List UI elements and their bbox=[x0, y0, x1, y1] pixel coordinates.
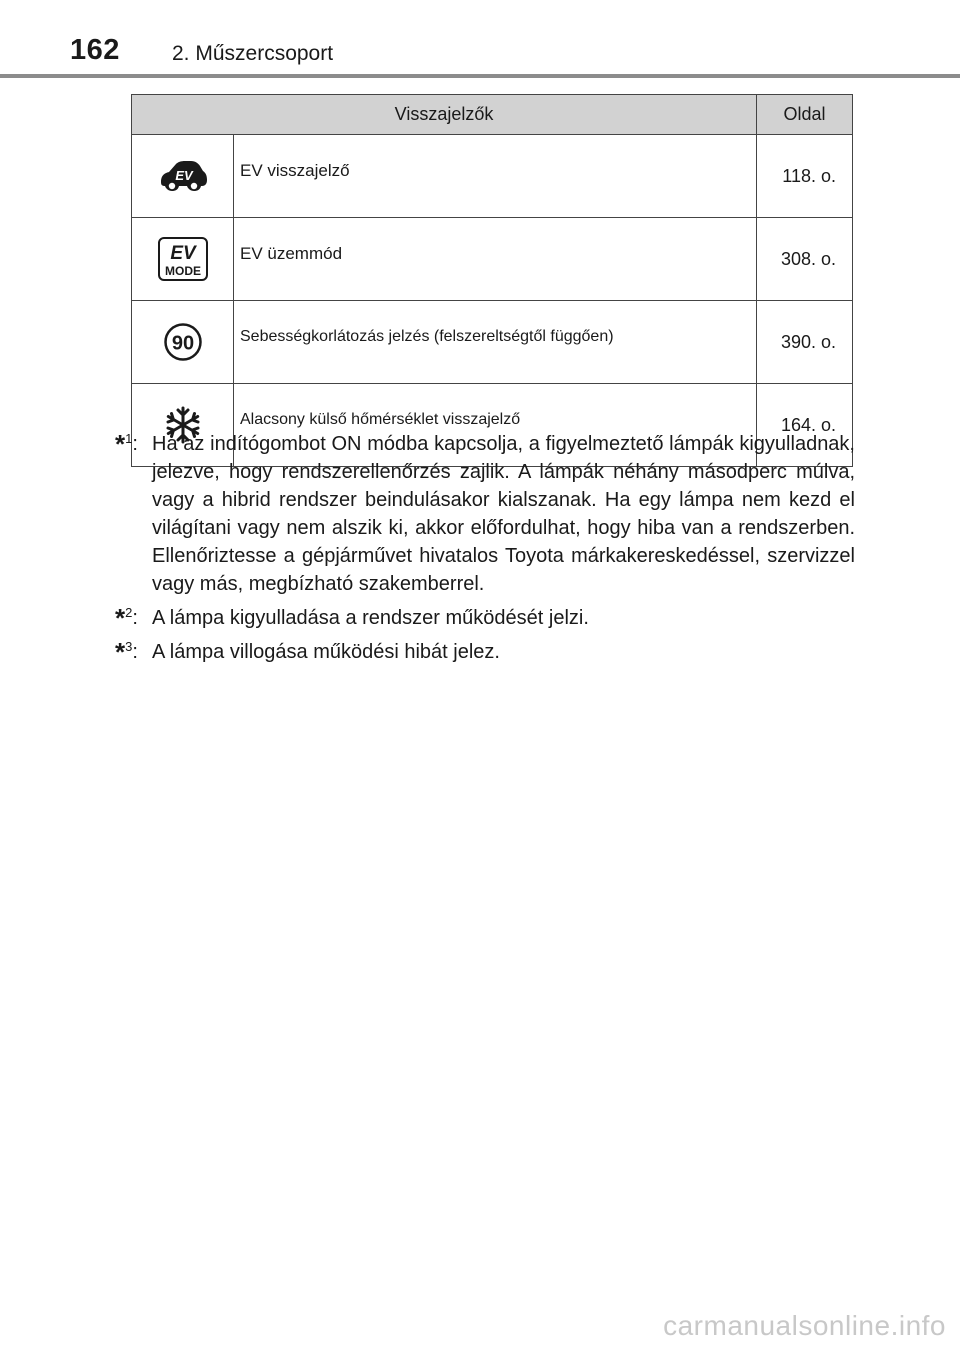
ev-mode-top-label: EV bbox=[169, 243, 196, 264]
page-reference: 390. o. bbox=[757, 301, 853, 384]
watermark: carmanualsonline.info bbox=[663, 1310, 946, 1341]
footnote-text: A lámpa kigyulladása a rendszer működését jelzi. bbox=[152, 607, 589, 629]
footnote-star: * bbox=[115, 603, 126, 633]
footnote bbox=[115, 604, 855, 632]
page-header bbox=[0, 0, 960, 80]
header-divider bbox=[0, 74, 960, 78]
icon-cell bbox=[132, 218, 234, 301]
section-title: 2. Műszercsoport bbox=[172, 42, 334, 65]
footnote-text: Ha az indítógombot ON módba kapcsolja, a figyelmeztető lámpák kigyulladnak, jelezve, hogy rendszerellenőrzés zajlik. A lámpák néhány másodperc múlva, vagy a hibrid rendszer beindulásakor kialszanak. Ha egy lámpa nem kezd el világítani vagy nem alszik ki, akkor előfordulhat, hogy hiba van a rendszerben. Ellenőriztesse a gépjárművet hivatalos Toyota márkakereskedéssel, szervizzel vagy más, megbízható szakemberrel. bbox=[152, 433, 855, 595]
speed-limit-90-icon bbox=[163, 322, 203, 362]
footnote-number: 3 bbox=[125, 639, 133, 654]
speed-limit-label: 90 bbox=[171, 332, 194, 355]
indicator-description: EV visszajelző bbox=[234, 135, 757, 218]
footnote-colon: : bbox=[132, 433, 138, 455]
column-header-page: Oldal bbox=[757, 95, 853, 135]
footnote-number: 2 bbox=[125, 605, 133, 620]
footnote bbox=[115, 638, 855, 666]
indicator-description: EV üzemmód bbox=[234, 218, 757, 301]
table-row bbox=[132, 135, 853, 218]
indicator-description: Sebességkorlátozás jelzés (felszereltségtől függően) bbox=[234, 301, 757, 384]
footnote-marker bbox=[115, 604, 138, 632]
indicator-description: Alacsony külső hőmérséklet visszajelző bbox=[234, 384, 757, 467]
page-reference: 164. o. bbox=[757, 384, 853, 467]
column-header-indicators: Visszajelzők bbox=[132, 95, 757, 135]
footnote-text: A lámpa villogása működési hibát jelez. bbox=[152, 641, 500, 663]
footnote-colon: : bbox=[132, 607, 138, 629]
ev-badge-label: EV bbox=[174, 168, 193, 183]
footnote-colon: : bbox=[132, 641, 138, 663]
page-reference: 308. o. bbox=[757, 218, 853, 301]
page-number: 162 bbox=[70, 34, 120, 66]
page-reference: 118. o. bbox=[757, 135, 853, 218]
ev-indicator-icon bbox=[157, 158, 209, 194]
footnote-number: 1 bbox=[125, 431, 133, 446]
footnote bbox=[115, 430, 855, 598]
footnote-star: * bbox=[115, 429, 126, 459]
table-row bbox=[132, 218, 853, 301]
table-header-row bbox=[132, 95, 853, 135]
ev-mode-icon bbox=[157, 236, 209, 282]
icon-cell bbox=[132, 135, 234, 218]
footnote-star: * bbox=[115, 637, 126, 667]
ev-mode-bottom-label: MODE bbox=[164, 264, 201, 278]
table-row bbox=[132, 301, 853, 384]
indicator-table bbox=[131, 94, 853, 467]
footnotes bbox=[115, 430, 855, 672]
footnote-marker bbox=[115, 430, 138, 458]
footnote-marker bbox=[115, 638, 138, 666]
icon-cell bbox=[132, 301, 234, 384]
